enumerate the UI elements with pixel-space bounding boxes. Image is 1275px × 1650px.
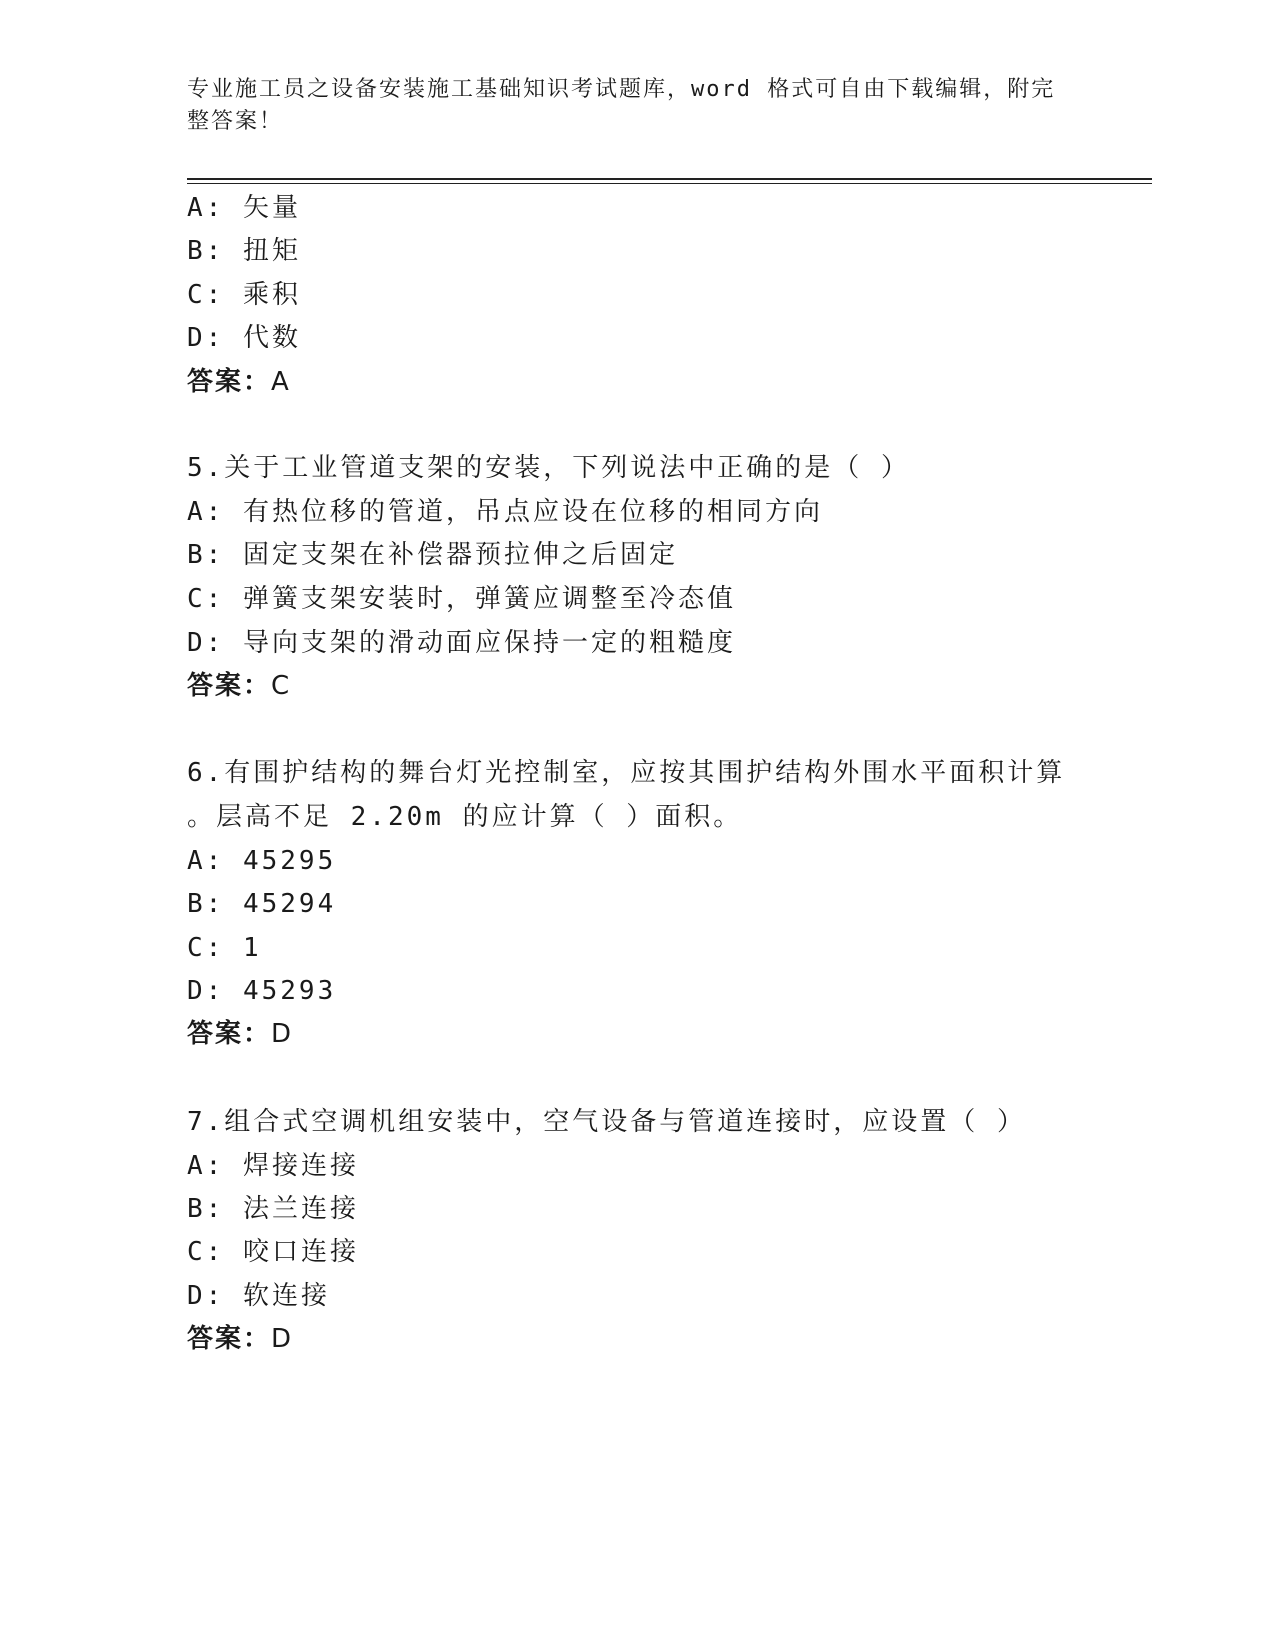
header-divider-thick <box>187 178 1152 180</box>
q5-stem: 5.关于工业管道支架的安装，下列说法中正确的是（ ） <box>187 453 910 483</box>
q4-option-a: A: 矢量 <box>187 193 301 223</box>
q7-option-a: A: 焊接连接 <box>187 1151 359 1181</box>
header-divider-thin <box>187 183 1152 184</box>
q6-stem-line-2: 。层高不足 2.20m 的应计算（ ）面积。 <box>187 802 743 832</box>
answer-label: 答案： <box>187 367 272 397</box>
q4-option-c: C: 乘积 <box>187 280 301 310</box>
q5-option-a: A: 有热位移的管道，吊点应设在位移的相同方向 <box>187 497 823 527</box>
q6-stem-line-1: 6.有围护结构的舞台灯光控制室，应按其围护结构外围水平面积计算 <box>187 758 1066 788</box>
q7-answer <box>187 1321 291 1357</box>
q7-option-d: D: 软连接 <box>187 1281 330 1311</box>
q7-option-b: B: 法兰连接 <box>187 1194 359 1224</box>
answer-value: A <box>271 367 289 397</box>
q7-option-c: C: 咬口连接 <box>187 1237 359 1267</box>
q6-option-a: A: 45295 <box>187 846 337 876</box>
q5-option-b: B: 固定支架在补偿器预拉伸之后固定 <box>187 540 678 570</box>
answer-value: C <box>271 671 290 701</box>
answer-label: 答案： <box>187 671 272 701</box>
document-header <box>187 74 1087 138</box>
q5-option-d: D: 导向支架的滑动面应保持一定的粗糙度 <box>187 628 736 658</box>
q7-stem: 7.组合式空调机组安装中，空气设备与管道连接时，应设置（ ） <box>187 1107 1026 1137</box>
header-line-1: 专业施工员之设备安装施工基础知识考试题库，word 格式可自由下载编辑，附完 <box>187 77 1056 102</box>
answer-label: 答案： <box>187 1324 272 1354</box>
q6-option-c: C: 1 <box>187 933 262 963</box>
header-line-2: 整答案！ <box>187 109 284 134</box>
q6-option-b: B: 45294 <box>187 889 337 919</box>
q4-option-b: B: 扭矩 <box>187 236 301 266</box>
q5-option-c: C: 弹簧支架安装时，弹簧应调整至冷态值 <box>187 584 736 614</box>
q6-answer <box>187 1016 291 1052</box>
q6-option-d: D: 45293 <box>187 976 337 1006</box>
q5-answer <box>187 668 289 704</box>
answer-value: D <box>271 1019 292 1049</box>
answer-label: 答案： <box>187 1019 272 1049</box>
q4-answer <box>187 364 289 400</box>
q4-option-d: D: 代数 <box>187 323 301 353</box>
answer-value: D <box>271 1324 292 1354</box>
